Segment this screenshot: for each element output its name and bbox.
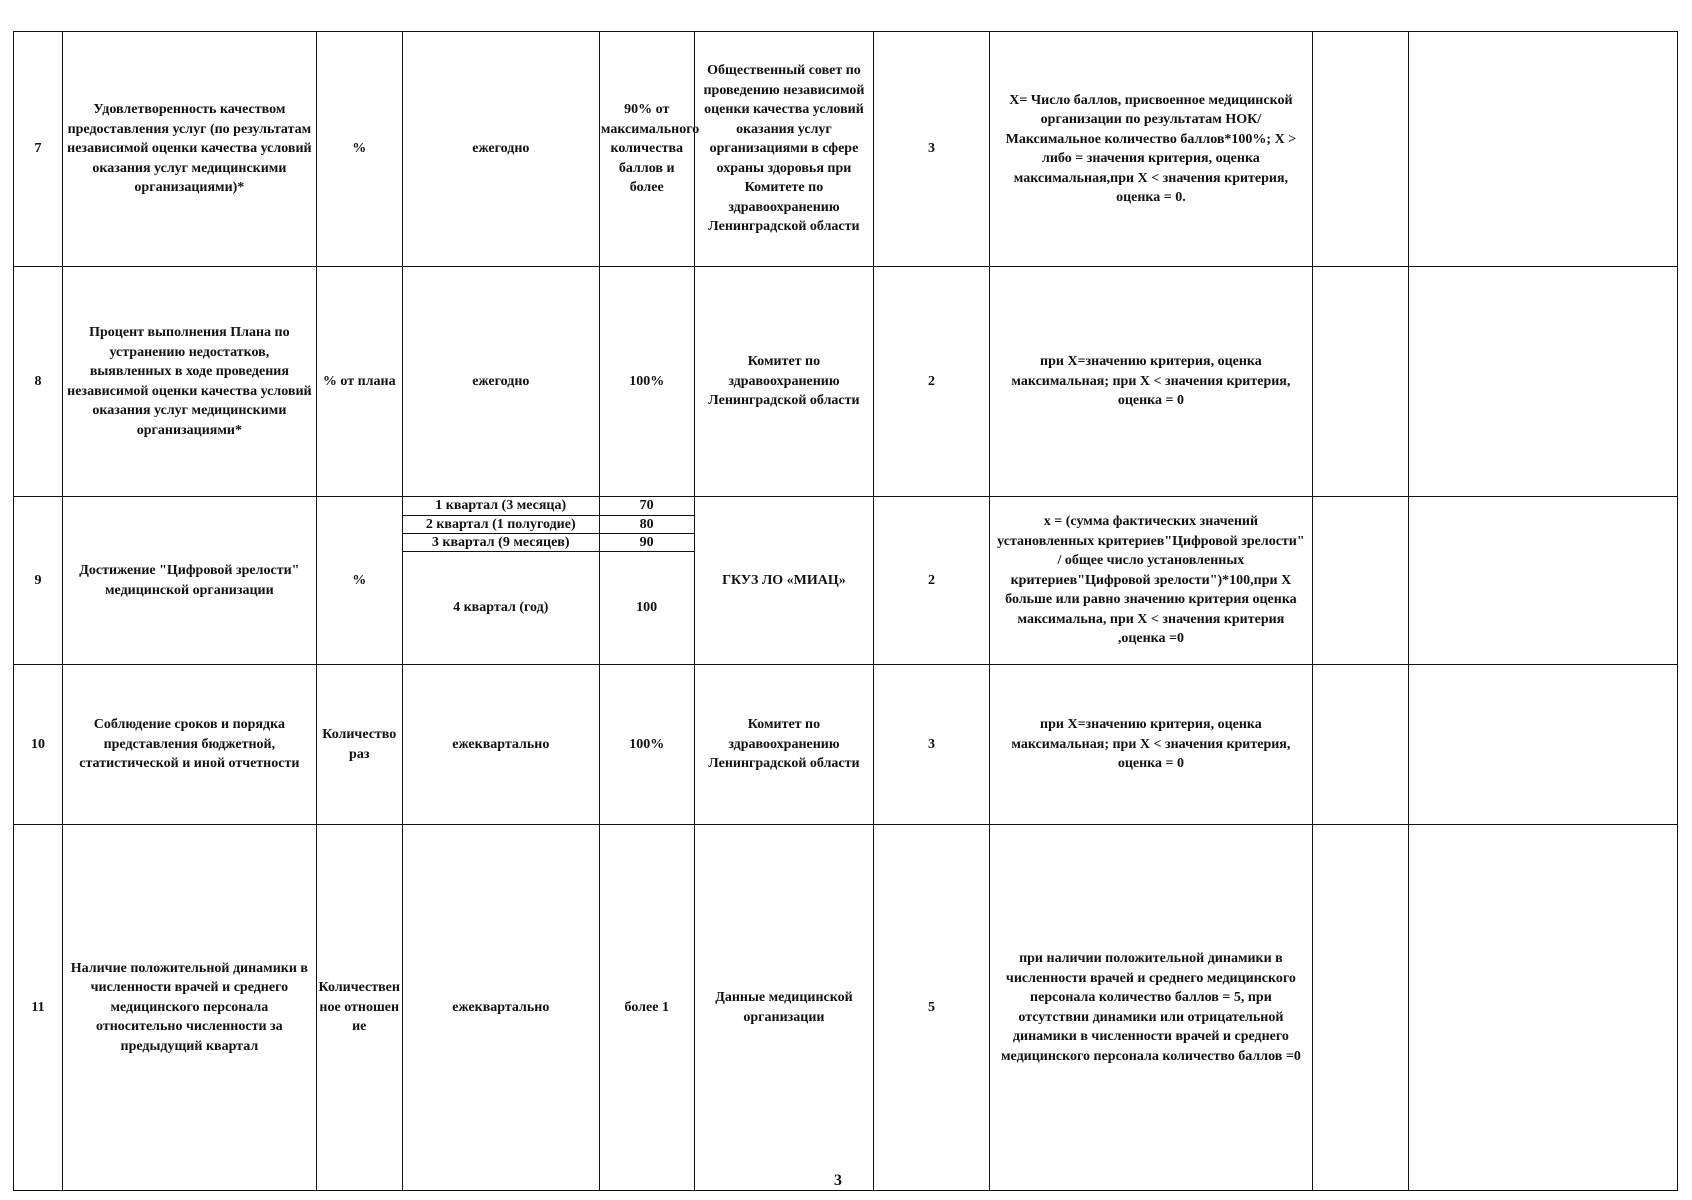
period: ежеквартально xyxy=(402,665,599,825)
criterion-name: Наличие положительной динамики в численности врачей и среднего медицинского персонала относительно численности за предыдущий квартал xyxy=(63,825,317,1191)
empty-cell xyxy=(1408,32,1677,267)
target-value: 90% от максимального количества баллов и более xyxy=(599,32,694,267)
calculation-method: X= Число баллов, присвоенное медицинской организации по результатам НОК/Максимальное количество баллов*100%; X > либо = значения критерия, оценка максимальная,при X < значения критерия, оценка = 0. xyxy=(989,32,1312,267)
quarterly-targets xyxy=(402,497,694,665)
empty-cell xyxy=(1313,665,1409,825)
data-source: ГКУЗ ЛО «МИАЦ» xyxy=(694,497,874,665)
empty-cell xyxy=(1313,497,1409,665)
data-source: Комитет по здравоохранению Ленинградской области xyxy=(694,267,874,497)
points: 2 xyxy=(874,267,989,497)
points: 3 xyxy=(874,32,989,267)
criteria-table xyxy=(13,31,1678,1191)
page-number: 3 xyxy=(831,1172,845,1190)
table-row xyxy=(14,497,1678,665)
quarter-label: 3 квартал (9 месяцев) xyxy=(403,533,599,551)
row-number: 8 xyxy=(14,267,63,497)
row-number: 7 xyxy=(14,32,63,267)
table-row xyxy=(14,825,1678,1191)
table-row xyxy=(14,32,1678,267)
period: ежегодно xyxy=(402,267,599,497)
period: ежеквартально xyxy=(402,825,599,1191)
criterion-name: Соблюдение сроков и порядка представления бюджетной, статистической и иной отчетности xyxy=(63,665,317,825)
unit: % от плана xyxy=(316,267,402,497)
row-number: 9 xyxy=(14,497,63,665)
quarter-row xyxy=(403,515,694,533)
empty-cell xyxy=(1313,825,1409,1191)
empty-cell xyxy=(1408,825,1677,1191)
points: 3 xyxy=(874,665,989,825)
unit: Количественное отношение xyxy=(316,825,402,1191)
empty-cell xyxy=(1408,665,1677,825)
criterion-name: Процент выполнения Плана по устранению недостатков, выявленных в ходе проведения независимой оценки качества условий оказания услуг медицинскими организациями* xyxy=(63,267,317,497)
criterion-name: Удовлетворенность качеством предоставления услуг (по результатам независимой оценки качества условий оказания услуг медицинскими организациями)* xyxy=(63,32,317,267)
quarter-label: 1 квартал (3 месяца) xyxy=(403,497,599,515)
calculation-method: x = (сумма фактических значений установленных критериев"Цифровой зрелости" / общее число установленных критериев"Цифровой зрелости")*100,при X больше или равно значению критерия оценка максимальна, при X < значения критерия ,оценка =0 xyxy=(989,497,1312,665)
period: ежегодно xyxy=(402,32,599,267)
calculation-method: при X=значению критерия, оценка максимальная; при X < значения критерия, оценка = 0 xyxy=(989,267,1312,497)
quarter-row xyxy=(403,497,694,515)
quarter-label: 2 квартал (1 полугодие) xyxy=(403,515,599,533)
quarter-value: 80 xyxy=(599,515,693,533)
target-value: 100% xyxy=(599,267,694,497)
points: 5 xyxy=(874,825,989,1191)
calculation-method: при X=значению критерия, оценка максимальная; при X < значения критерия, оценка = 0 xyxy=(989,665,1312,825)
quarter-row xyxy=(403,551,694,664)
quarter-row xyxy=(403,533,694,551)
calculation-method: при наличии положительной динамики в численности врачей и среднего медицинского персонала количество баллов = 5, при отсутствии динамики или отрицательной динамики в численности врачей и среднего медицинского персонала количество баллов =0 xyxy=(989,825,1312,1191)
row-number: 10 xyxy=(14,665,63,825)
target-value: более 1 xyxy=(599,825,694,1191)
unit: Количество раз xyxy=(316,665,402,825)
quarter-label: 4 квартал (год) xyxy=(403,551,599,664)
table-row xyxy=(14,267,1678,497)
empty-cell xyxy=(1313,32,1409,267)
data-source: Общественный совет по проведению независимой оценки качества условий оказания услуг организациями в сфере охраны здоровья при Комитете по здравоохранению Ленинградской области xyxy=(694,32,874,267)
table-row xyxy=(14,665,1678,825)
points: 2 xyxy=(874,497,989,665)
unit: % xyxy=(316,497,402,665)
data-source: Данные медицинской организации xyxy=(694,825,874,1191)
unit: % xyxy=(316,32,402,267)
quarter-value: 90 xyxy=(599,533,693,551)
quarter-value: 100 xyxy=(636,600,658,616)
row-number: 11 xyxy=(14,825,63,1191)
data-source: Комитет по здравоохранению Ленинградской области xyxy=(694,665,874,825)
quarter-value: 70 xyxy=(599,497,693,515)
empty-cell xyxy=(1408,497,1677,665)
target-value: 100% xyxy=(599,665,694,825)
empty-cell xyxy=(1313,267,1409,497)
empty-cell xyxy=(1408,267,1677,497)
quarterly-targets-table xyxy=(403,497,694,664)
criterion-name: Достижение "Цифровой зрелости" медицинской организации xyxy=(63,497,317,665)
